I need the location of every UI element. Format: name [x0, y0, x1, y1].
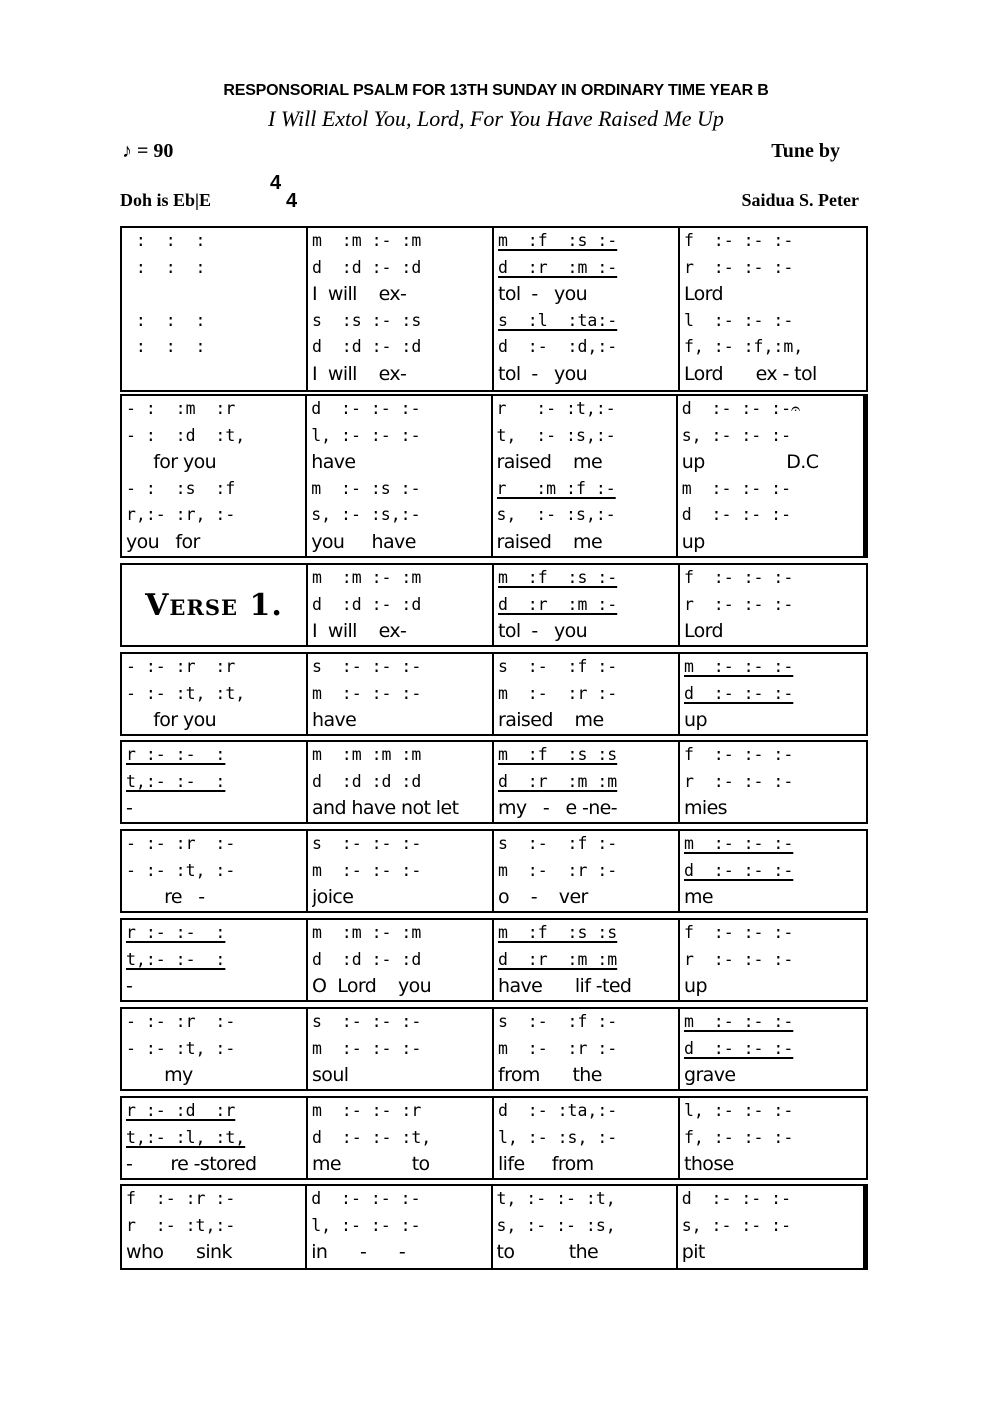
solfa-line: m :f :s :s [498, 923, 618, 942]
measure [307, 396, 492, 556]
lyric-line: mies [684, 797, 727, 819]
time-signature-bottom: 4 [286, 190, 298, 212]
score-system [120, 740, 868, 824]
lyric-line: I will ex- [312, 283, 407, 305]
solfa-line: m :m :m :m [312, 745, 422, 764]
psalm-title: RESPONSORIAL PSALM FOR 13TH SUNDAY IN ORDINARY TIME YEAR B [223, 82, 769, 99]
solfa-line: - :- :t, :t, [126, 683, 246, 703]
solfa-line: m :- :- :- [681, 478, 792, 498]
solfa-line: m :- :- :- [312, 860, 422, 880]
measure [122, 742, 308, 822]
lyric-line: from the [498, 1064, 602, 1086]
lyric-line: - re -stored [126, 1153, 257, 1175]
lyric-line: you for [126, 530, 200, 553]
lyric-line: I will ex- [312, 362, 407, 385]
tempo-marking: ♪ = 90 [122, 140, 174, 162]
measure [122, 831, 308, 911]
solfa-line: t,:- :- : [126, 771, 226, 791]
lyric-line: to the [496, 1241, 599, 1263]
score-system [120, 829, 868, 913]
measure [122, 1098, 308, 1178]
measure [494, 654, 680, 734]
solfa-line: s :- :f :- [498, 834, 618, 853]
measure [678, 396, 863, 556]
measure [680, 565, 866, 645]
measure [680, 1098, 866, 1178]
score-system [120, 226, 868, 392]
measure [680, 654, 866, 734]
solfa-line: r,:- :r, :- [126, 505, 236, 524]
solfa-line: r :- :d :r [126, 1101, 236, 1120]
measure [680, 920, 866, 1000]
score-system [120, 394, 868, 558]
solfa-line: r :- :- :- [684, 949, 794, 969]
lyric-line: me to [312, 1153, 430, 1175]
solfa-line: s :- :- :- [312, 1012, 422, 1031]
lyric-line: o - ver [498, 886, 588, 908]
lyric-line: up [684, 709, 707, 731]
lyric-line: raised me [498, 709, 604, 731]
solfa-line: d :r :m :m [498, 949, 618, 969]
lyric-line: have [312, 709, 357, 731]
measure [494, 1009, 680, 1089]
solfa-line: m :m :- :m [312, 923, 422, 942]
solfa-line: m :- :- :- [684, 1012, 794, 1031]
solfa-line: m :f :s :- [498, 568, 618, 587]
measure [308, 1098, 494, 1178]
measure [494, 565, 680, 645]
lyric-line: - [126, 975, 133, 997]
lyric-line: Lord [684, 283, 724, 305]
solfa-line: m :m :- :m [312, 568, 422, 587]
measure [122, 1186, 307, 1268]
lyric-line: my - e -ne- [498, 797, 618, 819]
lyric-line: in - - [311, 1241, 406, 1263]
time-signature-top: 4 [270, 172, 282, 194]
score-system [120, 563, 868, 647]
solfa-line: s, :- :s,:- [496, 505, 616, 524]
solfa-line: d :- :- :- [684, 683, 794, 703]
lyric-line: who sink [126, 1241, 232, 1263]
lyric-line: my [126, 1064, 193, 1086]
solfa-line: s, :- :- :- [681, 1215, 792, 1235]
solfa-line: m :- :r :- [498, 1038, 618, 1058]
solfa-line: : : : [126, 337, 206, 356]
solfa-line: d :- :- :- [684, 860, 794, 880]
solfa-line: t, :- :s,:- [496, 425, 616, 445]
solfa-line: s, :- :- :- [681, 425, 792, 445]
lyric-line: tol - you [498, 620, 588, 642]
measure [308, 742, 494, 822]
score-system [120, 1007, 868, 1091]
solfa-line: r :- :- :- [684, 594, 794, 614]
solfa-line: d :- :- :t, [312, 1127, 432, 1147]
lyric-line [126, 361, 302, 388]
measure [680, 831, 866, 911]
solfa-line: d :- :ta,:- [498, 1101, 618, 1120]
solfa-line: d :d :- :d [312, 949, 422, 969]
solfa-line: r :- :- :- [684, 771, 794, 791]
lyric-line: me [684, 886, 713, 908]
score-system [120, 1184, 868, 1270]
lyric-line: life from [498, 1153, 594, 1175]
measure [307, 1186, 492, 1268]
lyric-line: for you [126, 709, 217, 731]
key-signature: Doh is Eb|E [120, 190, 212, 210]
solfa-line: r :- :t,:- [126, 1215, 236, 1235]
lyric-line: tol - you [498, 283, 588, 305]
solfa-line: - : :s :f [126, 478, 236, 498]
solfa-line: d :r :m :m [498, 771, 618, 791]
lyric-line: soul [312, 1064, 349, 1086]
solfa-line: t, :- :- :t, [496, 1189, 616, 1208]
solfa-line: f :- :- :- [684, 231, 794, 250]
solfa-line: f :- :- :- [684, 745, 794, 764]
tune-by-label: Tune by [771, 140, 840, 162]
solfa-line: d :- :- :-𝄐 [681, 399, 801, 418]
solfa-line: m :f :s :s [498, 745, 618, 764]
lyric-line: pit [681, 1241, 705, 1263]
composer-name: Saidua S. Peter [741, 190, 859, 210]
measure [308, 831, 494, 911]
psalm-subtitle: I Will Extol You, Lord, For You Have Raised Me Up [268, 106, 724, 131]
lyric-line: up D.C [681, 451, 819, 473]
solfa-line: l :- :- :- [684, 310, 794, 330]
solfa-line: m :m :- :m [312, 231, 422, 250]
solfa-line: t,:- :- : [126, 949, 226, 969]
measure [308, 228, 494, 390]
solfa-line: d :d :- :d [312, 337, 422, 356]
measure [680, 1009, 866, 1089]
lyric-line: Lord ex - tol [684, 362, 817, 385]
solfa-line: - :- :t, :- [126, 1038, 236, 1058]
solfa-line: s :- :- :- [312, 657, 422, 676]
lyric-line: raised me [496, 451, 603, 473]
lyric-line: - [126, 797, 133, 819]
solfa-line: s :- :f :- [498, 1012, 618, 1031]
solfa-line: r :m :f :- [496, 478, 616, 498]
solfa-line: m :- :- :- [312, 683, 422, 703]
score-system [120, 652, 868, 736]
lyric-line: re - [126, 886, 205, 908]
solfa-line: - :- :r :- [126, 1012, 236, 1031]
solfa-line: d :d :- :d [312, 257, 422, 277]
measure [494, 831, 680, 911]
verse-label: Verse 1. [145, 587, 283, 623]
measure [493, 1186, 678, 1268]
solfa-line: d :r :m :- [498, 594, 618, 614]
solfa-line: s, :- :- :s, [496, 1215, 616, 1235]
solfa-line: m :f :s :- [498, 231, 618, 250]
solfa-line: f :- :- :- [684, 568, 794, 587]
lyric-line: have lif -ted [498, 975, 632, 997]
score-system [120, 1096, 868, 1180]
lyric-line: grave [684, 1064, 736, 1086]
solfa-line: t,:- :l, :t, [126, 1127, 246, 1147]
solfa-line: - :- :r :- [126, 834, 236, 853]
solfa-line: f :- :- :- [684, 923, 794, 942]
solfa-line: d :d :d :d [312, 771, 422, 791]
measure [494, 742, 680, 822]
solfa-line: l, :- :- :- [684, 1101, 794, 1120]
lyric-line [126, 281, 302, 308]
solfa-line: f :- :r :- [126, 1189, 236, 1208]
solfa-line: d :- :- :- [681, 1189, 792, 1208]
solfa-line: m :- :- :- [312, 1038, 422, 1058]
solfa-line: m :- :r :- [498, 860, 618, 880]
solfa-line: - :- :t, :- [126, 860, 236, 880]
solfa-line: m :- :- :- [684, 834, 794, 853]
solfa-line: f, :- :- :- [684, 1127, 794, 1147]
lyric-line: I will ex- [312, 620, 407, 642]
lyric-line: you have [311, 530, 416, 553]
solfa-line: m :- :- :- [684, 657, 794, 676]
solfa-line: s :- :- :- [312, 834, 422, 853]
solfa-line: d :r :m :- [498, 257, 618, 277]
solfa-line: - : :m :r [126, 399, 236, 418]
measure [308, 565, 494, 645]
measure [494, 920, 680, 1000]
lyric-line: for you [126, 451, 217, 473]
solfa-line: s :l :ta:- [498, 310, 618, 330]
lyric-line: O Lord you [312, 975, 432, 997]
measure [680, 228, 866, 390]
lyric-line: tol - you [498, 362, 588, 385]
lyric-line: have [311, 451, 356, 473]
lyric-line: Lord [684, 620, 724, 642]
solfa-line: m :- :s :- [311, 478, 421, 498]
lyric-line: and have not let [312, 797, 459, 819]
solfa-line: d :- :- :- [684, 1038, 794, 1058]
solfa-line: r :- :t,:- [496, 399, 616, 418]
lyric-line: joice [312, 886, 354, 908]
solfa-line: m :- :r :- [498, 683, 618, 703]
measure [122, 565, 308, 645]
measure [680, 742, 866, 822]
solfa-line: : : : [126, 310, 206, 330]
solfa-line: : : : [126, 231, 206, 250]
measure [122, 1009, 308, 1089]
solfa-line: s :- :f :- [498, 657, 618, 676]
solfa-line: r :- :- : [126, 923, 226, 942]
measure [494, 1098, 680, 1178]
lyric-line: raised me [496, 530, 603, 553]
solfa-line: l, :- :- :- [311, 425, 421, 445]
solfa-line: r :- :- :- [684, 257, 794, 277]
measure [122, 654, 308, 734]
solfa-line: r :- :- : [126, 745, 226, 764]
solfa-line: l, :- :- :- [311, 1215, 421, 1235]
solfa-line: : : : [126, 257, 206, 277]
solfa-line: d :- :- :- [681, 505, 792, 524]
solfa-line: d :d :- :d [312, 594, 422, 614]
score-system [120, 918, 868, 1002]
lyric-line: up [684, 975, 707, 997]
measure [493, 396, 678, 556]
solfa-line: f, :- :f,:m, [684, 337, 804, 356]
solfa-line: s, :- :s,:- [311, 505, 421, 524]
measure [308, 920, 494, 1000]
solfa-line: s :s :- :s [312, 310, 422, 330]
measure [308, 654, 494, 734]
measure [494, 228, 680, 390]
solfa-line: d :- :d,:- [498, 337, 618, 356]
lyric-line: up [681, 530, 705, 553]
measure [122, 920, 308, 1000]
solfa-line: d :- :- :- [311, 399, 421, 418]
solfa-line: m :- :- :r [312, 1101, 422, 1120]
solfa-line: l, :- :s, :- [498, 1127, 618, 1147]
measure [122, 228, 308, 390]
solfa-line: - : :d :t, [126, 425, 246, 445]
measure [308, 1009, 494, 1089]
measure [678, 1186, 863, 1268]
solfa-line: - :- :r :r [126, 657, 236, 676]
lyric-line: those [684, 1153, 734, 1175]
measure [122, 396, 307, 556]
solfa-line: d :- :- :- [311, 1189, 421, 1208]
